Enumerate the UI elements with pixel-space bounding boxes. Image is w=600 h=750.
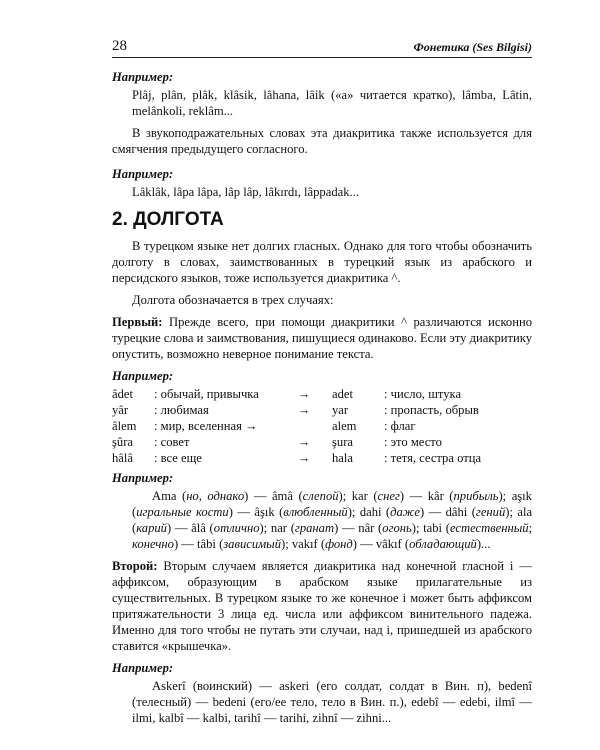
page-number: 28 bbox=[112, 38, 127, 54]
word-with-diacritic: yâr bbox=[112, 403, 129, 417]
example-label: Например: bbox=[112, 167, 174, 181]
word: vakıf bbox=[291, 537, 318, 551]
word-plain: şura bbox=[332, 435, 353, 449]
gloss: влюбленный bbox=[283, 505, 348, 519]
header-rule bbox=[112, 57, 532, 58]
section-heading: 2. ДОЛГОТА bbox=[112, 209, 224, 230]
example-list-1: Plâj, plân, plâk, klâsik, lâhana, lâik («a» читается кратко), lâmba, Lâtin, melânkoli, reklâm... bbox=[132, 88, 532, 118]
first-case-term: Первый: bbox=[112, 315, 163, 329]
word: vâkıf bbox=[375, 537, 402, 551]
paragraph-onomatopoeia: В звукоподражательных словах эта диакритика также используется для смягчения предыдущего согласного. bbox=[112, 126, 532, 156]
meaning-2: : пропасть, обрыв bbox=[384, 403, 479, 417]
gloss: зависимый bbox=[223, 537, 281, 551]
word: dahi bbox=[359, 505, 382, 519]
arrow-icon: → bbox=[297, 403, 311, 417]
word: ala bbox=[517, 505, 533, 519]
meaning-2: : число, штука bbox=[384, 387, 462, 401]
meaning-2: : тетя, сестра отца bbox=[384, 451, 482, 465]
gloss: даже bbox=[390, 505, 420, 519]
word: aşık bbox=[511, 489, 532, 503]
example-label: Например: bbox=[112, 70, 174, 84]
word: nar bbox=[270, 521, 287, 535]
meaning-1: : мир, вселенная → bbox=[154, 419, 258, 433]
paragraph-intro: В турецком языке нет долгих гласных. Однако для того чтобы обозначить долготу в словах, заимствованных в турецкий язык из арабского и персидского языков, тоже используется диакритика ^. bbox=[112, 239, 532, 285]
second-case-text: Вторым случаем является диакритика над конечной гласной i — аффиксом, образующим в арабском языке прилагательные из существительных. В турецком языке то же конечное i может быть аффиксом притяжательности 3 лица ед. числа или аффиксом винительного падежа. Именно для того чтобы не путать эти случаи, над i, пришедшей из арабского ставится «крышечка». bbox=[112, 559, 532, 653]
meaning-1: : обычай, привычка bbox=[154, 387, 259, 401]
word-pairs-table bbox=[112, 386, 532, 466]
word-pair-row bbox=[112, 386, 532, 402]
paragraph-first-case bbox=[112, 314, 532, 362]
arrow-icon: → bbox=[297, 387, 311, 401]
example-list-arabic: Askerî (воинский) — askeri (его солдат, солдат в Вин. п), bedenî (телесный) — bedeni (его/ее тело, тело в Вин. п.), edebî — edebi, ilmî — ilmi, kalbî — kalbi, tarihî — tarihi, zihnî — zihni... bbox=[132, 679, 532, 725]
gloss: естественный bbox=[449, 521, 529, 535]
second-case-term: Второй: bbox=[112, 559, 158, 573]
word: kar bbox=[351, 489, 368, 503]
gloss: слепой bbox=[302, 489, 339, 503]
word: dâhi bbox=[445, 505, 468, 519]
gloss: карий bbox=[136, 521, 167, 535]
meaning-2: : флаг bbox=[384, 419, 416, 433]
word-pair-row bbox=[112, 402, 532, 418]
gloss: гений bbox=[475, 505, 506, 519]
word: âlâ bbox=[191, 521, 206, 535]
word-with-diacritic: hâlâ bbox=[112, 451, 133, 465]
meaning-2: : это место bbox=[384, 435, 442, 449]
word: âmâ bbox=[271, 489, 293, 503]
word-with-diacritic: âlem bbox=[112, 419, 137, 433]
word-pair-row bbox=[112, 434, 532, 450]
paragraph-second-case bbox=[112, 558, 532, 654]
first-case-text: Прежде всего, при помощи диакритики ^ различаются исконно турецкие слова и заимствования, пишущиеся одинаково. Если эту диакритику опустить, возможно неверное понимание текста. bbox=[112, 315, 532, 361]
page-body bbox=[112, 66, 532, 726]
paragraph-three-cases: Долгота обозначается в трех случаях: bbox=[132, 293, 334, 307]
example-label: Например: bbox=[112, 661, 174, 675]
arrow-icon: → bbox=[297, 451, 311, 465]
word: tabi bbox=[423, 521, 443, 535]
word: tâbi bbox=[197, 537, 216, 551]
word-with-diacritic: şûra bbox=[112, 435, 133, 449]
word: Ama bbox=[152, 489, 177, 503]
example-label: Например: bbox=[112, 471, 174, 485]
arrow-icon: → bbox=[297, 435, 311, 449]
gloss: фонд bbox=[325, 537, 353, 551]
gloss: конечно bbox=[132, 537, 174, 551]
page-header bbox=[112, 38, 532, 58]
word: nâr bbox=[358, 521, 375, 535]
gloss: игральные кости bbox=[136, 505, 229, 519]
meaning-1: : все еще bbox=[154, 451, 202, 465]
word: kâr bbox=[427, 489, 444, 503]
arrow-icon bbox=[276, 418, 332, 434]
word-plain: yar bbox=[332, 403, 349, 417]
example-list-2: Lâklâk, lâpa lâpa, lâp lâp, lâkırdı, lâppadak... bbox=[132, 185, 359, 199]
word-plain: alem bbox=[332, 419, 357, 433]
word: âşık bbox=[254, 505, 275, 519]
word-with-diacritic: âdet bbox=[112, 387, 133, 401]
gloss: огонь bbox=[382, 521, 412, 535]
gloss: прибыль bbox=[453, 489, 499, 503]
meaning-1: : любимая bbox=[154, 403, 209, 417]
gloss: но, однако bbox=[186, 489, 245, 503]
gloss: обладающий bbox=[409, 537, 477, 551]
gloss: снег bbox=[377, 489, 400, 503]
example-label: Например: bbox=[112, 369, 174, 383]
meaning-1: : совет bbox=[154, 435, 190, 449]
gloss: отлично bbox=[213, 521, 260, 535]
gloss: гранат bbox=[294, 521, 335, 535]
word-pair-row bbox=[112, 418, 532, 434]
word-plain: hala bbox=[332, 451, 353, 465]
word-pair-row bbox=[112, 450, 532, 466]
example-ama-block: Ama (но, однако) — âmâ (слепой); kar (снег) — kâr (прибыль); aşık (игральные кости) — âşık (влюбленный); dahi (даже) — dâhi (гений); ala (карий) — âlâ (отлично); nar (гранат) — nâr (огонь); tabi (естественный; конечно) — tâbi (зависимый); vakıf (фонд) — vâkıf (обладающий)... bbox=[132, 489, 533, 551]
word-plain: adet bbox=[332, 387, 353, 401]
running-title: Фонетика (Ses Bilgisi) bbox=[413, 40, 532, 54]
